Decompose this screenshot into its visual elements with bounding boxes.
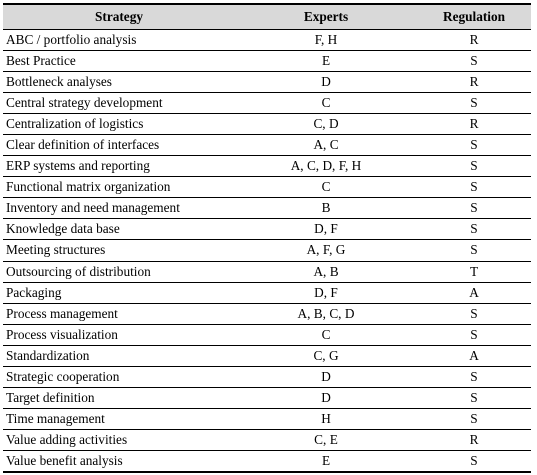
regulation-cell: S: [417, 219, 531, 240]
regulation-cell: S: [417, 198, 531, 219]
regulation-cell: S: [417, 409, 531, 430]
regulation-cell: S: [417, 367, 531, 388]
strategy-table-container: [3, 3, 531, 473]
table-row: [3, 92, 531, 113]
experts-cell: E: [235, 50, 417, 71]
experts-cell: D: [235, 388, 417, 409]
table-row: [3, 71, 531, 92]
experts-cell: A, B, C, D: [235, 303, 417, 324]
experts-cell: A, C: [235, 134, 417, 155]
table-row: [3, 261, 531, 282]
table-row: [3, 198, 531, 219]
experts-cell: E: [235, 451, 417, 472]
experts-cell: C: [235, 92, 417, 113]
strategy-cell: Value adding activities: [3, 430, 235, 451]
table-row: [3, 367, 531, 388]
table-row: [3, 345, 531, 366]
table-row: [3, 156, 531, 177]
experts-cell: A, C, D, F, H: [235, 156, 417, 177]
regulation-cell: S: [417, 324, 531, 345]
regulation-cell: S: [417, 134, 531, 155]
table-row: [3, 134, 531, 155]
regulation-cell: S: [417, 50, 531, 71]
strategy-cell: Outsourcing of distribution: [3, 261, 235, 282]
table-row: [3, 324, 531, 345]
regulation-cell: S: [417, 92, 531, 113]
regulation-cell: A: [417, 282, 531, 303]
experts-cell: D: [235, 71, 417, 92]
regulation-cell: S: [417, 303, 531, 324]
strategy-cell: Central strategy development: [3, 92, 235, 113]
strategy-cell: Clear definition of interfaces: [3, 134, 235, 155]
experts-cell: A, F, G: [235, 240, 417, 261]
experts-cell: D, F: [235, 219, 417, 240]
strategy-cell: Time management: [3, 409, 235, 430]
strategy-cell: Inventory and need management: [3, 198, 235, 219]
table-row: [3, 303, 531, 324]
header-experts: Experts: [235, 4, 417, 29]
regulation-cell: S: [417, 156, 531, 177]
strategy-cell: Best Practice: [3, 50, 235, 71]
experts-cell: D, F: [235, 282, 417, 303]
table-row: [3, 430, 531, 451]
header-regulation: Regulation: [417, 4, 531, 29]
regulation-cell: S: [417, 388, 531, 409]
header-strategy: Strategy: [3, 4, 235, 29]
strategy-cell: Packaging: [3, 282, 235, 303]
strategy-cell: Process visualization: [3, 324, 235, 345]
regulation-cell: T: [417, 261, 531, 282]
strategy-cell: Process management: [3, 303, 235, 324]
header-row: [3, 4, 531, 29]
experts-cell: F, H: [235, 29, 417, 50]
regulation-cell: S: [417, 451, 531, 472]
regulation-cell: A: [417, 345, 531, 366]
experts-cell: H: [235, 409, 417, 430]
strategy-cell: Functional matrix organization: [3, 177, 235, 198]
table-row: [3, 282, 531, 303]
regulation-cell: S: [417, 177, 531, 198]
table-row: [3, 50, 531, 71]
regulation-cell: R: [417, 71, 531, 92]
regulation-cell: R: [417, 29, 531, 50]
table-row: [3, 409, 531, 430]
table-row: [3, 240, 531, 261]
strategy-cell: Bottleneck analyses: [3, 71, 235, 92]
experts-cell: C: [235, 324, 417, 345]
regulation-cell: R: [417, 430, 531, 451]
strategy-cell: Value benefit analysis: [3, 451, 235, 472]
strategy-cell: ERP systems and reporting: [3, 156, 235, 177]
experts-cell: A, B: [235, 261, 417, 282]
strategy-cell: Meeting structures: [3, 240, 235, 261]
experts-cell: B: [235, 198, 417, 219]
strategy-table: [3, 3, 531, 473]
strategy-cell: ABC / portfolio analysis: [3, 29, 235, 50]
table-row: [3, 29, 531, 50]
table-row: [3, 177, 531, 198]
strategy-cell: Strategic cooperation: [3, 367, 235, 388]
strategy-cell: Target definition: [3, 388, 235, 409]
experts-cell: C, E: [235, 430, 417, 451]
strategy-cell: Knowledge data base: [3, 219, 235, 240]
table-row: [3, 113, 531, 134]
strategy-cell: Standardization: [3, 345, 235, 366]
table-header: [3, 4, 531, 29]
table-row: [3, 451, 531, 472]
regulation-cell: S: [417, 240, 531, 261]
table-row: [3, 219, 531, 240]
experts-cell: C: [235, 177, 417, 198]
strategy-cell: Centralization of logistics: [3, 113, 235, 134]
regulation-cell: R: [417, 113, 531, 134]
table-row: [3, 388, 531, 409]
experts-cell: C, G: [235, 345, 417, 366]
experts-cell: D: [235, 367, 417, 388]
table-body: [3, 29, 531, 472]
experts-cell: C, D: [235, 113, 417, 134]
